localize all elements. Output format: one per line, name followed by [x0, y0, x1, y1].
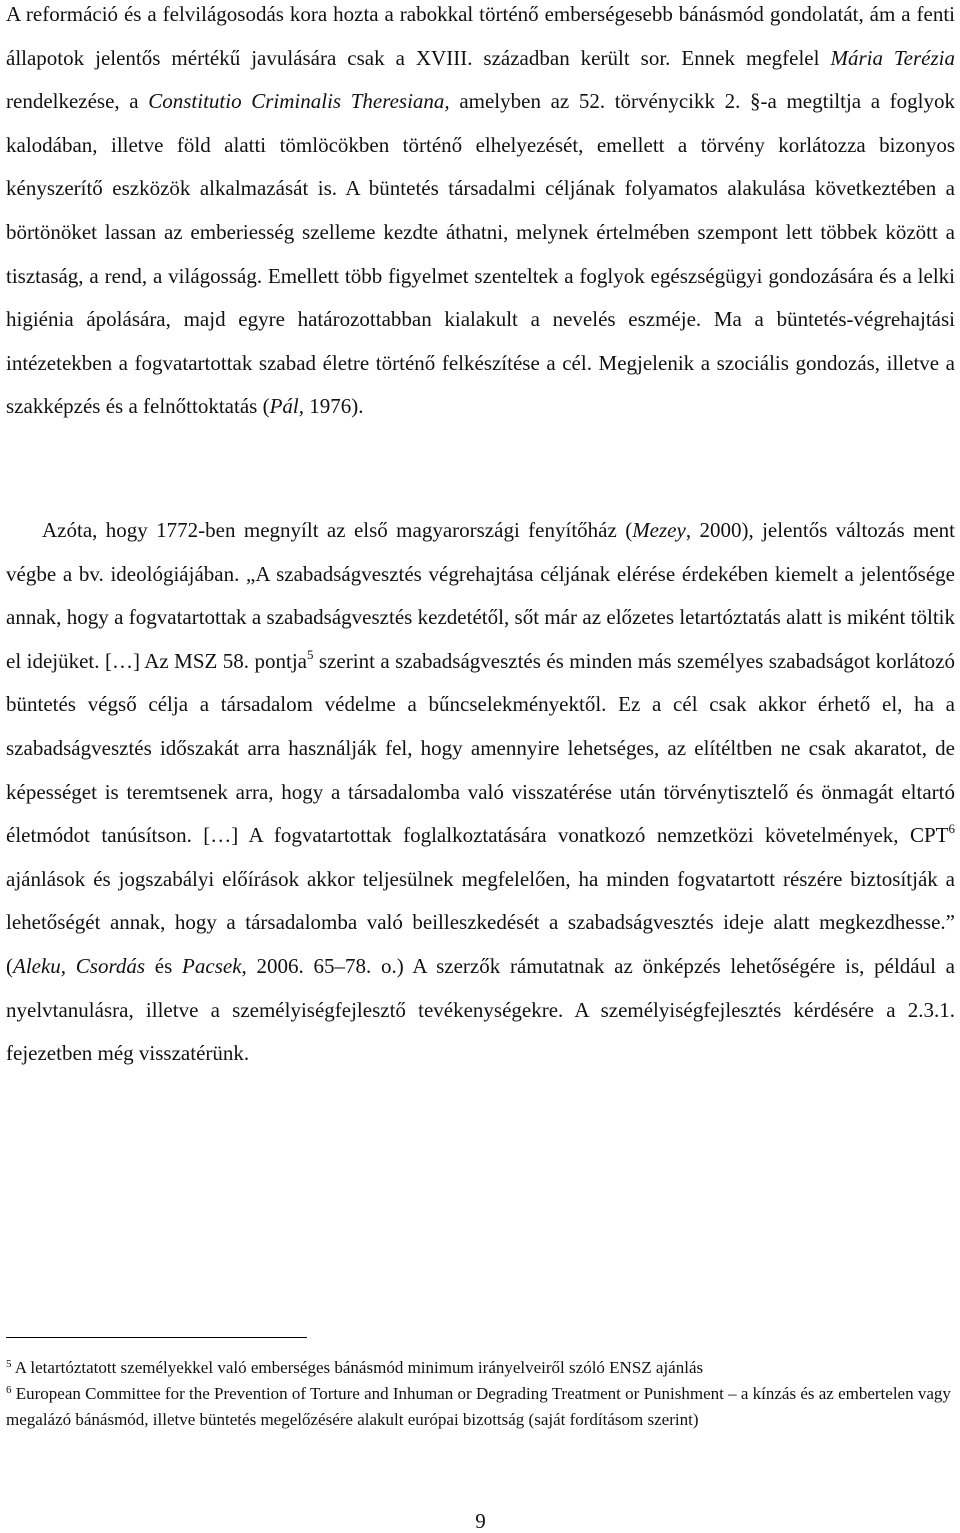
paragraph-ideology — [6, 509, 955, 1076]
footnote-6 — [6, 1381, 955, 1433]
italic-author: Pacsek — [182, 953, 242, 978]
document-page — [6, 0, 955, 1533]
text-run: ajánlások és jogszabályi előírások akkor teljesülnek megfelelően, ha minden fogvatartott részére biztosítják a lehetőségét annak, hogy a társadalomba való beilleszkedését a szabadságvesztés ideje alatt megkezdhesse.” ( — [6, 866, 955, 978]
italic-author: Aleku, Csordás — [13, 953, 146, 978]
text-run: szerint a szabadságvesztés és minden más személyes szabadságot korlátozó büntetés végső célja a társadalom védelme a bűncselekményektől. Ez a cél csak akkor érhető el, ha a szabadságvesztés időszakát arra használják fel, hogy amennyire lehetséges, az elítéltben ne csak akaratot, de képességet is teremtsenek arra, hogy a társadalomba való visszatérése után törvénytisztelő és önmagát eltartó életmódot tanúsítson. […] A fogvatartottak foglalkoztatására vonatkozó nemzetközi követelmények, CPT — [6, 648, 955, 848]
page-number: 9 — [475, 1509, 486, 1533]
text-run: A reformáció és a felvilágosodás kora hozta a rabokkal történő emberségesebb bánásmód gondolatát, ám a fenti állapotok jelentős mértékű javulására csak a XVIII. században került sor. Ennek megfelel — [6, 2, 955, 70]
footnote-5 — [6, 1355, 955, 1381]
text-run: amelyben az 52. törvénycikk 2. §-a megtiltja a foglyok kalodában, illetve föld alatti tömlöcökben történő elhelyezését, emellett a törvény korlátozza bizonyos kényszerítő eszközök alkalmazását is. A büntetés társadalmi céljának folyamatos alakulása következtében a börtönöket lassan az emberiesség szelleme kezdte áthatni, melynek értelmében szempont lett többek között a tisztaság, a rend, a világosság. Emellett több figyelmet szenteltek a foglyok egészségügyi gondozására és a lelki higiénia ápolására, majd egyre határozottabban kialakult a nevelés eszméje. Ma a büntetés-végrehajtási intézetekben a fogvatartottak szabad életre történő felkészítése a cél. Megjelenik a szociális gondozás, illetve a szakképzés és a felnőttoktatás ( — [6, 89, 955, 419]
text-run: , 2000), jelentős változás ment végbe a bv. ideológiájában. „A szabadságvesztés végrehajtása céljának elérése érdekében kiemelt a jelentősége annak, hogy a fogvatartottak a szabadságvesztés kezdetétől, sőt már az előzetes letartóztatás alatt is miként töltik el idejüket. […] Az MSZ 58. pontja — [6, 518, 955, 673]
italic-author: Mezey — [632, 518, 686, 542]
text-run: 1976). — [303, 394, 364, 419]
footnotes — [6, 1355, 955, 1433]
text-run: , 2006. 65–78. o.) A szerzők rámutatnak az önképzés lehetőségére is, például a nyelvtanulásra, illetve a személyiségfejlesztő tevékenységekre. A személyiségfejlesztés kérdésére a 2.3.1. fejezetben még visszatérünk. — [6, 953, 955, 1066]
footnote-number: 6 — [6, 1384, 12, 1396]
footnote-text: A letartóztatott személyekkel való emberséges bánásmód minimum irányelveiről szóló ENSZ ajánlás — [11, 1358, 704, 1377]
italic-author: Pál, — [269, 394, 304, 419]
footnote-text: European Committee for the Prevention of Torture and Inhuman or Degrading Treatment or Punishment – a kínzás és az embertelen vagy megalázó bánásmód, illetve büntetés megelőzésére alakult európai bizottság (saját fordításom szerint) — [6, 1384, 951, 1429]
footnote-separator — [6, 1337, 307, 1338]
footnote-number: 5 — [6, 1358, 12, 1370]
italic-title: Constitutio Criminalis Theresiana, — [148, 89, 450, 114]
text-run: és — [145, 953, 183, 978]
italic-name: Mária Terézia — [830, 45, 956, 70]
footnote-ref-5[interactable]: 5 — [306, 646, 314, 662]
text-run: rendelkezése, a — [6, 89, 149, 114]
text-run: Azóta, hogy 1772-ben megnyílt az első magyarországi fenyítőház ( — [42, 518, 633, 542]
footnote-ref-6[interactable]: 6 — [948, 821, 955, 837]
paragraph-reformation — [6, 0, 955, 429]
